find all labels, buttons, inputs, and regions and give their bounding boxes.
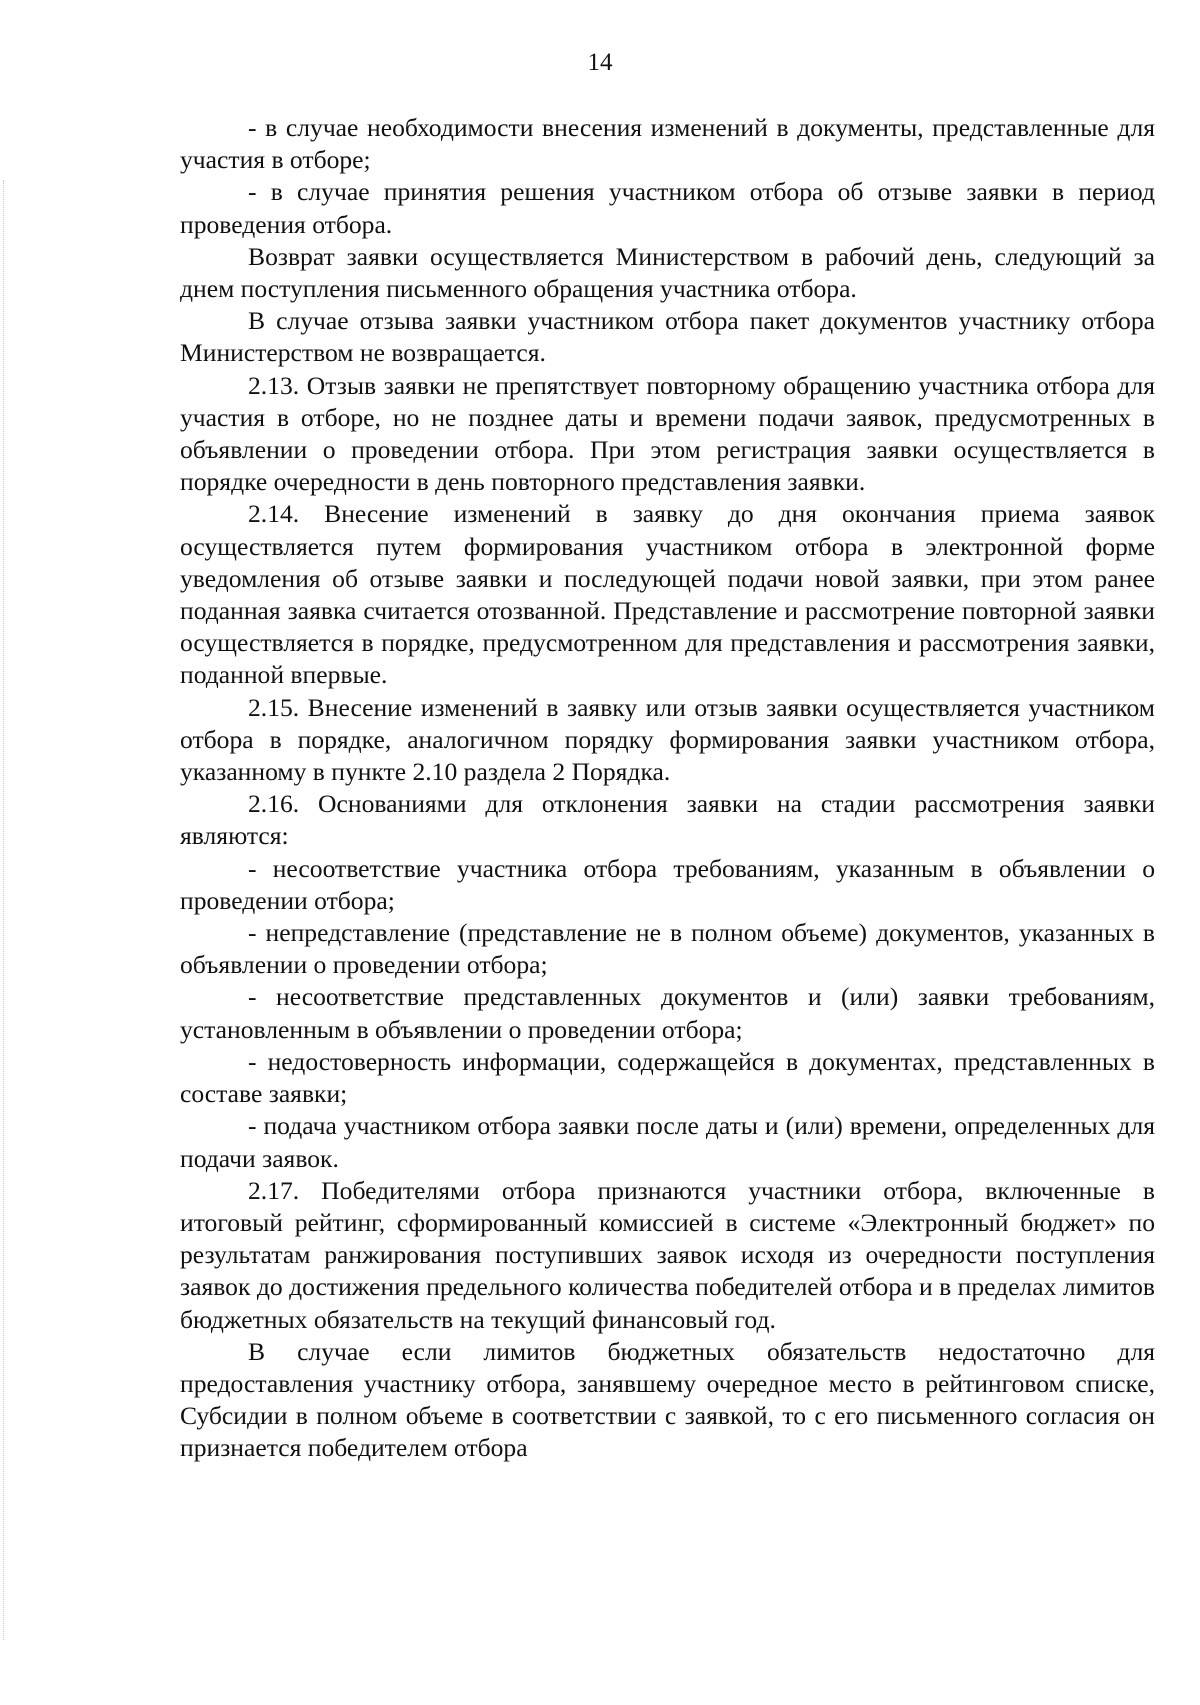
clause-2-13: 2.13. Отзыв заявки не препятствует повторному обращению участника отбора для участия в отборе, но не позднее даты и времени подачи заявок, предусмотренных в объявлении о проведении отбора. При этом регистрация заявки осуществляется в порядке очередности в день повторного представления заявки.: [180, 370, 1155, 497]
paragraph-list-item: - несоответствие участника отбора требованиям, указанным в объявлении о проведении отбора;: [180, 853, 1155, 915]
paragraph-list-item: - недостоверность информации, содержащейся в документах, представленных в составе заявки;: [180, 1046, 1155, 1109]
clause-2-16: 2.16. Основаниями для отклонения заявки на стадии рассмотрения заявки являются:: [180, 789, 1155, 851]
document-body: [180, 112, 1155, 1465]
paragraph-list-item: - несоответствие представленных документов и (или) заявки требованиям, установленным в объявлении о проведении отбора;: [180, 982, 1155, 1044]
paragraph: В случае если лимитов бюджетных обязательств недостаточно для предоставления участнику отбора, занявшему очередное место в рейтинговом списке, Субсидии в полном объеме в соответствии с заявкой, то с его письменного согласия он признается победителем отбора: [180, 1336, 1155, 1463]
paragraph: Возврат заявки осуществляется Министерством в рабочий день, следующий за днем поступления письменного обращения участника отбора.: [180, 241, 1155, 304]
paragraph: В случае отзыва заявки участником отбора пакет документов участнику отбора Министерством не возвращается.: [180, 306, 1155, 368]
paragraph-list-item: - в случае необходимости внесения изменений в документы, представленные для участия в отборе;: [180, 113, 1155, 175]
clause-2-15: 2.15. Внесение изменений в заявку или отзыв заявки осуществляется участником отбора в порядке, аналогичном порядку формирования заявки участником отбора, указанному в пункте 2.10 раздела 2 Порядка.: [180, 692, 1155, 787]
paragraph-list-item: - в случае принятия решения участником отбора об отзыве заявки в период проведения отбора.: [180, 177, 1155, 239]
scan-edge-artifact: [3, 180, 5, 1640]
paragraph-list-item: - подача участником отбора заявки после даты и (или) времени, определенных для подачи заявок.: [180, 1111, 1155, 1173]
clause-2-14: 2.14. Внесение изменений в заявку до дня окончания приема заявок осуществляется путем формирования участником отбора в электронной форме уведомления об отзыве заявки и последующей подачи новой заявки, при этом ранее поданная заявка считается отозванной. Представление и рассмотрение повторной заявки осуществляется в порядке, предусмотренном для представления и рассмотрения заявки, поданной впервые.: [180, 499, 1155, 690]
page-number: 14: [587, 49, 613, 76]
paragraph-list-item: - непредставление (представление не в полном объеме) документов, указанных в объявлении о проведении отбора;: [180, 918, 1155, 980]
clause-2-17: 2.17. Победителями отбора признаются участники отбора, включенные в итоговый рейтинг, сформированный комиссией в системе «Электронный бюджет» по результатам ранжирования поступивших заявок исходя из очередности поступления заявок до достижения предельного количества победителей отбора и в пределах лимитов бюджетных обязательств на текущий финансовый год.: [180, 1175, 1155, 1334]
